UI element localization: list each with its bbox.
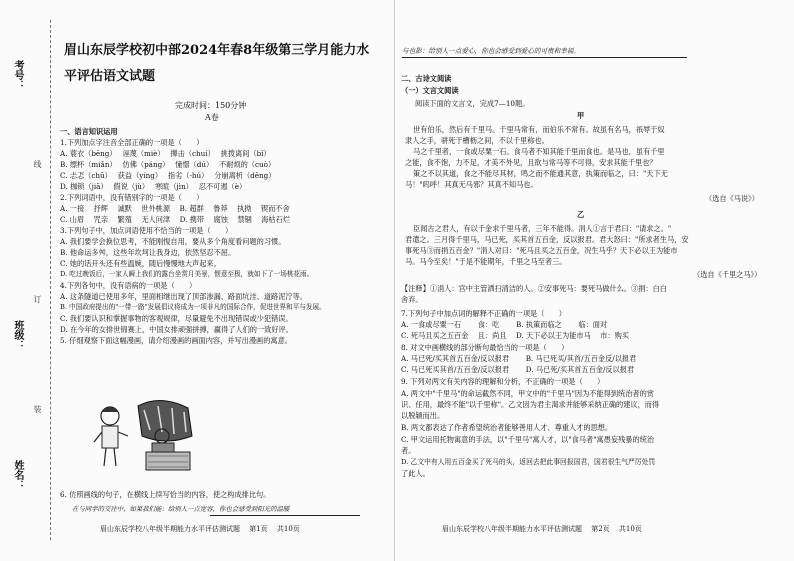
question-9-option-b: B. 两文都表达了作者希望统治者能够善用人才、尊重人才的思想。 (401, 423, 613, 432)
question-4-option-d: D. 在今年的女排世锦赛上，中国女排顽强拼搏，赢得了人们的一致好评。 (60, 325, 293, 334)
question-9-option-a-line1: A. 两文中"千里马"的命运截然不同，甲文中的"千里马"因为不能得到统治者的赏 (401, 389, 654, 398)
passage-jia-p1-line2: 隶人之手，骈死于槽枥之间，不以千里称也。 (405, 136, 549, 145)
passage-yi-label: 乙 (577, 210, 585, 219)
passage-yi-line2: 君遣之。三月得千里马，马已死，买其首五百金，反以报君。君大怒曰："所求者生马，安 (405, 235, 689, 244)
passage-jia-p3-line2: 马！"呜呼！其真无马邪？其真不知马也。 (405, 180, 538, 189)
page-2-footer: 眉山东辰学校八年级半期能力水平评估测试题 第2页 共10页 (442, 525, 642, 533)
passage-yi-line3: 事死马③而捐五百金？"涓人对曰："死马且买之五百金，况生马乎？天下必以王为能市 (405, 246, 678, 255)
passage-yi-line4: 马。马今至矣！"于是不能期年，千里之马至者三。 (405, 257, 567, 266)
xingming-label: 姓名： (12, 460, 23, 490)
question-9-option-a-line3: 以脱颖而出。 (401, 411, 445, 420)
question-6-answer-line (210, 515, 360, 516)
question-2-option-ab: A. 一接 抒辉 诚默 世外桃源 B. 超群 鲁莽 执拗 锲而不舍 (60, 204, 290, 213)
question-6-handwritten: 在与同学的交往中，如果我们能：给别人一点宽容，你也会感受到阳光的温暖 (72, 505, 290, 513)
question-3-option-d: D. 吃过晚饭后，一家人瞬上我们的露台坐赏月美景，惬意至极，就如下了一场桃花雨。 (60, 270, 314, 278)
question-7-option-cd: C. 死马且买之五百金 且：尚且 D. 天下必以王为能市马 市：购买 (401, 331, 629, 340)
question-9: 9. 下列对两文有关内容的理解和分析，不正确的一项是（ ） (401, 377, 605, 386)
notes-line1: 【注释】①涓人：宫中主管洒扫清洁的人。②安事死马：要死马做什么。③捐：白白 (401, 284, 667, 293)
question-4-option-b: B. 中国政府提出的"一带一路"发展倡议将成为一项非凡的国际合作，促进世界和平与发展。 (60, 303, 326, 311)
juan-label: A卷 (205, 113, 219, 122)
question-1-option-c: C. 忐忑（chū） 获益（yíng） 指劣（-hú） 分崩离析（dēng） (60, 171, 276, 180)
passage-jia-label: 甲 (577, 111, 585, 120)
question-1-option-d: D. 枷锁（jiā） 假说（jù） 寒暄（jìn） 忍不可遏（è） (60, 182, 247, 191)
exam-title-line2: 平评估语文试题 (64, 69, 156, 84)
question-6: 6. 仿照画线的句子，在横线上续写恰当的内容，使之构成排比句。 (60, 490, 271, 499)
passage-jia-p3-line1: 策之不以其道，食之不能尽其材，鸣之而不能通其意，执策而临之，曰："天下无 (413, 169, 668, 178)
question-9-option-c-line2: 者。 (401, 446, 416, 455)
passage-jia-p2-line2: 之能，食不饱，力不足，才美不外见，且欲与常马等不可得，安求其能千里也？ (405, 158, 657, 167)
kaohao-label: 考号： (12, 60, 23, 90)
question-8-option-ab: A. 马已死/买其首五百金/反以报君 B. 马已死买/其首/五百金反/以报君 (401, 354, 637, 363)
passage-yi-line1: 臣闻古之君人，有以千金求千里马者，三年不能得。涓人①言于君曰："请求之。" (413, 224, 672, 233)
question-7: 7.下列句子中加点词的解释不正确的一项是（ ） (401, 309, 566, 318)
question-3-option-b: B. 他命运多舛，这些年坎坷让我身边，依然坚忍不屈。 (60, 248, 236, 257)
cartoon-drawing (88, 396, 208, 472)
question-9-option-d-line1: D. 乙文中有人用五百金买了死马的头，返回去把此事回报国君，国君很生气严厉处罚 (401, 458, 656, 466)
question-1: 1.下列加点字注音全部正确的一项是（ ） (60, 138, 204, 147)
question-8: 8. 对文中画横线的部分断句最恰当的一项是（ ） (401, 343, 569, 352)
banji-label: 班级： (12, 320, 23, 350)
section-2-heading: 二、古诗文阅读 (401, 74, 452, 83)
question-9-option-a-line2: 识、任用，最终不能"以千里称"。乙文因为君主渴求并能够采纳正确的建议，而得 (401, 400, 660, 409)
question-9-option-c-line1: C. 甲文运用托物寓意的手法，以"千里马"寓人才，以"食马者"寓愚妄残暴的统治 (401, 435, 655, 444)
question-4-option-c: C. 我们要认识和掌握事物的客观规律，尽量避免不出现错误或少犯错误。 (60, 314, 293, 323)
exam-title-line1: 眉山东辰学校初中部2024年春8年级第三学月能力水 (64, 43, 370, 58)
question-9-option-d-line2: 了此人。 (401, 469, 430, 478)
question-8-option-cd: C. 马已死买其首/五百金/反以报君 D. 马已死/买其首五百金/反以报君 (401, 365, 635, 374)
question-2: 2.下列词语中，没有错别字的一项是（ ） (60, 193, 204, 202)
question-1-option-a: A. 蓑衣（bēng） 诬蔑（miè） 撵击（chuí） 挑拨离间（bǐ） (60, 149, 271, 158)
section-1-heading: 一、语言知识运用 (60, 127, 118, 136)
cartoon-illustration (88, 396, 208, 472)
binding-mark-xian: 线 (33, 160, 42, 168)
question-2-option-cd: C. 山眉 咒亲 繁殖 无人问津 D. 携带 腐蚀 禁锢 海枯石烂 (60, 215, 290, 224)
reading-instructions: 阅读下面的文言文，完成7—10题。 (415, 99, 530, 108)
question-5: 5. 仔细观察下面这幅漫画，请介绍漫画的画面内容，并写出漫画的寓意。 (60, 336, 292, 345)
question-3-option-a: A. 我们要学会换位思考，不能刚愎自用，要从多个角度看问题的习惯。 (60, 237, 286, 246)
notes-line2: 舍弃。 (401, 295, 423, 304)
question-3-option-c: C. 她的话开头还有些温婉，随后慢慢地大声起来。 (60, 259, 221, 268)
binding-mark-zhuang: 装 (33, 405, 42, 413)
question-1-option-b: B. 缥杯（miǎn） 仿佛（páng） 憧憬（dú） 不耐烦的（cuò） (60, 160, 276, 169)
question-3: 3.下列句子中，加点词语使用不恰当的一项是（ ） (60, 226, 233, 235)
passage-jia-p2-line1: 马之千里者，一食或尽粟一石。食马者不知其能千里而食也。是马也，虽有千里 (413, 147, 665, 156)
passage-yi-source: （选自《千里之马》） (693, 270, 762, 279)
question-4: 4.下列各句中，没有语病的一项是（ ） (60, 281, 197, 290)
passage-jia-source: （选自《马说》） (705, 194, 759, 203)
exam-time: 完成时间：150分钟 (175, 101, 247, 110)
question-4-option-a: A. 这条隧道已使用多年，里面相继出现了顶部渗漏、路面坑洼、道路泥泞等。 (60, 292, 307, 301)
question-6-continuation: 与也影：给别人一点爱心，你也会感受到爱心的可贵和幸福。 (402, 47, 581, 55)
page-1-footer: 眉山东辰学校八年级半期能力水平评估测试题 第1页 共10页 (100, 525, 300, 533)
question-7-option-ab: A. 一食或尽粟一石 食：吃 B. 执策而临之 临：面对 (401, 320, 608, 329)
subsection-classical: （一）文言文阅读 (401, 86, 459, 95)
page-right (397, 0, 794, 561)
continuation-answer-line (402, 57, 687, 58)
binding-mark-ding: 订 (33, 295, 42, 303)
passage-jia-p1-line1: 世有伯乐，然后有千里马。千里马常有，而伯乐不常有。故虽有名马，祇辱于奴 (413, 125, 665, 134)
